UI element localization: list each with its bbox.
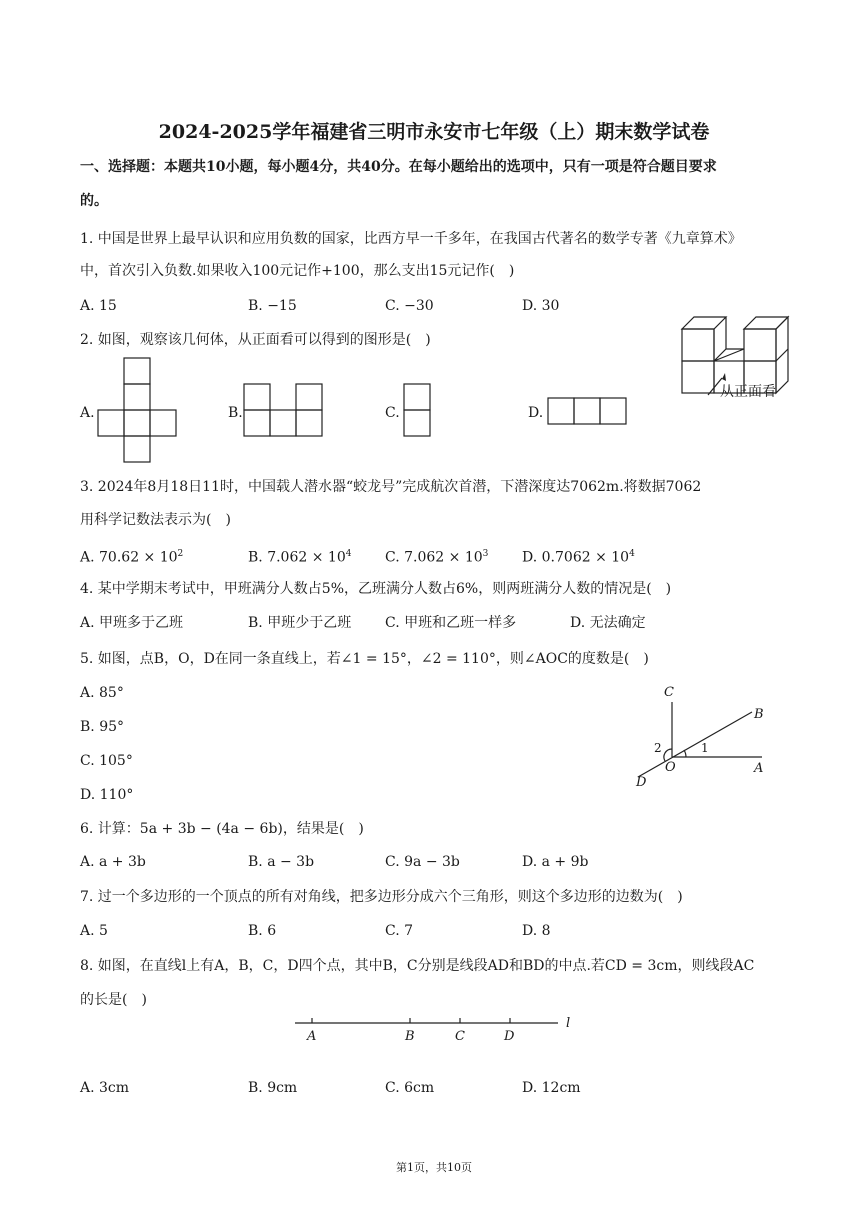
q1-option-a: A. 15 (80, 298, 117, 314)
q3-option-a: A. $70.62 \times 10^2$ (80, 549, 184, 566)
q8-label-d: D (504, 1029, 515, 1044)
section-header-line2: 的。 (80, 193, 108, 209)
q3-stem-line2: 用科学记数法表示为( ) (80, 512, 231, 528)
q2-solid-figure (668, 284, 798, 404)
q8-option-c: C. 6cm (385, 1080, 435, 1096)
section-header-line1: 一、选择题：本题共10小题，每小题4分，共40分。在每小题给出的选项中，只有一项是符合题目要求 (80, 159, 717, 175)
q7-option-b: B. 6 (248, 923, 277, 939)
q2-option-c-label: C. (385, 405, 400, 421)
q3-stem-line1: 3. 2024年8月18日11时，中国载人潜水器“蛟龙号”完成航次首潜，下潜深度达7062m.将数据7062 (80, 479, 702, 495)
q6-option-d: D. a + 9b (522, 854, 589, 870)
q1-stem-line1: 1. 中国是世界上最早认识和应用负数的国家，比西方早一千多年，在我国古代著名的数学专著《九章算术》 (80, 231, 742, 247)
q8-option-b: B. 9cm (248, 1080, 298, 1096)
q4-option-d: D. 无法确定 (570, 615, 646, 631)
q6-option-b: B. a − 3b (248, 854, 315, 870)
q5-label-a: A (754, 761, 764, 776)
q6-option-a: A. a + 3b (80, 854, 146, 870)
q5-label-o: O (665, 760, 676, 775)
q3-option-b: B. $7.062 \times 10^4$ (248, 549, 352, 566)
q1-option-c: C. −30 (385, 298, 434, 314)
q3-option-c: C. $7.062 \times 10^3$ (385, 549, 489, 566)
q7-option-a: A. 5 (80, 923, 108, 939)
q4-option-a: A. 甲班多于乙班 (80, 615, 184, 631)
q8-label-a: A (307, 1029, 317, 1044)
q5-stem: 5. 如图，点B，O，D在同一条直线上，若∠1 = 15°，∠2 = 110°，则∠AOC的度数是( ) (80, 651, 649, 667)
q1-stem-line2: 中，首次引入负数.如果收入100元记作+100，那么支出15元记作( ) (80, 263, 515, 279)
q8-option-d: D. 12cm (522, 1080, 581, 1096)
q4-option-b: B. 甲班少于乙班 (248, 615, 352, 631)
q5-label-b: B (754, 707, 764, 722)
q5-label-angle1: 1 (701, 741, 709, 755)
q1-option-d: D. 30 (522, 298, 560, 314)
q2-option-b-figure (242, 382, 326, 438)
q5-option-c: C. 105° (80, 753, 133, 769)
q2-option-c-figure (402, 382, 434, 438)
q6-option-c: C. 9a − 3b (385, 854, 460, 870)
q1-option-b: B. −15 (248, 298, 297, 314)
q2-option-d-figure (546, 396, 630, 426)
q8-stem-line1: 8. 如图，在直线l上有A，B，C，D四个点，其中B，C分别是线段AD和BD的中点.若CD = 3cm，则线段AC (80, 958, 755, 974)
q7-option-c: C. 7 (385, 923, 414, 939)
q5-option-d: D. 110° (80, 787, 134, 803)
q5-option-a: A. 85° (80, 685, 124, 701)
q2-caption: 从正面看 (720, 384, 776, 400)
q8-label-c: C (455, 1029, 465, 1044)
q7-stem: 7. 过一个多边形的一个顶点的所有对角线，把多边形分成六个三角形，则这个多边形的边数为( ) (80, 889, 683, 905)
q8-option-a: A. 3cm (80, 1080, 130, 1096)
q5-label-angle2: 2 (654, 741, 662, 755)
page-footer: 第1页，共10页 (396, 1161, 472, 1174)
q5-label-d: D (636, 775, 647, 790)
q6-stem: 6. 计算：5a + 3b − (4a − 6b)，结果是( ) (80, 821, 364, 837)
q2-stem: 2. 如图，观察该几何体，从正面看可以得到的图形是( ) (80, 332, 431, 348)
q4-stem: 4. 某中学期末考试中，甲班满分人数占5%，乙班满分人数占6%，则两班满分人数的情况是( ) (80, 581, 672, 597)
q8-line-figure (290, 1010, 580, 1048)
q5-label-c: C (664, 685, 674, 700)
q8-label-b: B (405, 1029, 415, 1044)
q8-label-l: l (566, 1016, 571, 1031)
q2-option-d-label: D. (528, 405, 544, 421)
q5-angle-figure (628, 680, 778, 792)
q5-option-b: B. 95° (80, 719, 125, 735)
page-title: 2024-2025学年福建省三明市永安市七年级（上）期末数学试卷 (158, 121, 710, 143)
q8-stem-line2: 的长是( ) (80, 992, 147, 1008)
q3-option-d: D. $0.7062 \times 10^4$ (522, 549, 635, 566)
q2-option-b-label: B. (228, 405, 243, 421)
q2-option-a-figure (96, 356, 178, 466)
q2-option-a-label: A. (80, 405, 95, 421)
q7-option-d: D. 8 (522, 923, 551, 939)
q4-option-c: C. 甲班和乙班一样多 (385, 615, 517, 631)
